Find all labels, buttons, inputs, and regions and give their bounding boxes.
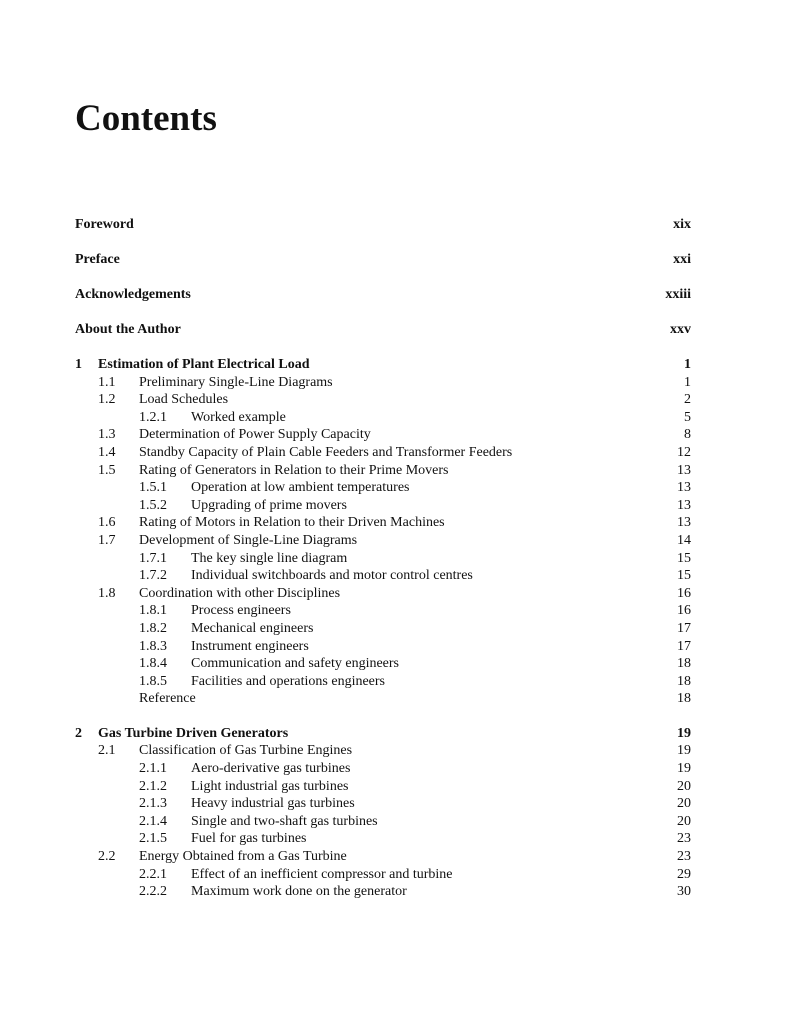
section-number: 1.8 (98, 585, 116, 601)
toc-section[interactable] (75, 426, 691, 444)
subsection-page: 20 (677, 778, 691, 794)
section-number: 2.1 (98, 743, 116, 759)
chapter-number: 2 (75, 725, 82, 741)
toc-subsection[interactable] (75, 479, 691, 497)
toc-subsection[interactable] (75, 409, 691, 427)
subsection-title: Single and two-shaft gas turbines (191, 813, 378, 829)
subsection-title: Process engineers (191, 603, 291, 619)
subsection-title: Communication and safety engineers (191, 656, 399, 672)
toc-subsection[interactable] (75, 620, 691, 638)
toc-subsection[interactable] (75, 760, 691, 778)
section-page: 16 (677, 585, 691, 601)
subsection-title: Aero-derivative gas turbines (191, 761, 351, 777)
toc-section[interactable] (75, 848, 691, 866)
toc-subsection[interactable] (75, 497, 691, 515)
toc-entry-about-the-author[interactable] (75, 321, 691, 356)
subsection-number: 1.5.1 (139, 480, 167, 496)
subsection-title: Mechanical engineers (191, 620, 314, 636)
toc-entry-title: Acknowledgements (75, 287, 191, 302)
toc-subsection[interactable] (75, 830, 691, 848)
section-title: Determination of Power Supply Capacity (139, 427, 371, 443)
section-title: Load Schedules (139, 392, 229, 408)
subsection-page: 29 (677, 866, 691, 882)
subsection-page: 20 (677, 796, 691, 812)
subsection-title: Individual switchboards and motor control centres (191, 568, 473, 584)
reference-title: Reference (139, 691, 196, 707)
subsection-number: 1.8.3 (139, 638, 167, 654)
toc-section[interactable] (75, 444, 691, 462)
subsection-number: 2.1.1 (139, 761, 167, 777)
subsection-page: 16 (677, 603, 691, 619)
section-page: 19 (677, 743, 691, 759)
chapter-spacer (75, 708, 691, 725)
subsection-page: 19 (677, 761, 691, 777)
toc-entry-foreword[interactable] (75, 216, 691, 251)
subsection-title: Heavy industrial gas turbines (191, 796, 355, 812)
section-title: Standby Capacity of Plain Cable Feeders and Transformer Feeders (139, 444, 513, 460)
toc-subsection[interactable] (75, 883, 691, 901)
section-page: 1 (684, 374, 691, 390)
subsection-number: 1.2.1 (139, 409, 167, 425)
section-page: 13 (677, 515, 691, 531)
subsection-title: Fuel for gas turbines (191, 831, 307, 847)
subsection-title: Maximum work done on the generator (191, 884, 407, 900)
chapter-title: Estimation of Plant Electrical Load (98, 357, 310, 372)
toc-reference[interactable] (75, 690, 691, 708)
toc-section[interactable] (75, 462, 691, 480)
subsection-title: Worked example (191, 409, 286, 425)
section-title: Rating of Motors in Relation to their Driven Machines (139, 515, 445, 531)
toc-subsection[interactable] (75, 778, 691, 796)
toc-subsection[interactable] (75, 673, 691, 691)
section-title: Preliminary Single-Line Diagrams (139, 374, 333, 390)
toc-chapter-2[interactable] (75, 725, 691, 743)
toc-subsection[interactable] (75, 550, 691, 568)
toc-subsection[interactable] (75, 638, 691, 656)
subsection-number: 1.8.1 (139, 603, 167, 619)
subsection-number: 1.8.2 (139, 620, 167, 636)
page-title: Contents (75, 98, 217, 139)
toc-section[interactable] (75, 514, 691, 532)
subsection-page: 17 (677, 638, 691, 654)
subsection-number: 2.1.3 (139, 796, 167, 812)
subsection-page: 5 (684, 409, 691, 425)
toc-entry-title: Preface (75, 252, 120, 267)
subsection-number: 2.2.2 (139, 884, 167, 900)
reference-page: 18 (677, 691, 691, 707)
toc-entry-page: xix (673, 217, 691, 232)
toc-section[interactable] (75, 742, 691, 760)
subsection-page: 23 (677, 831, 691, 847)
toc-subsection[interactable] (75, 866, 691, 884)
section-number: 1.3 (98, 427, 116, 443)
section-page: 8 (684, 427, 691, 443)
section-title: Coordination with other Disciplines (139, 585, 341, 601)
subsection-number: 2.1.4 (139, 813, 167, 829)
chapter-page: 1 (684, 357, 691, 372)
section-number: 1.7 (98, 532, 116, 548)
subsection-page: 15 (677, 568, 691, 584)
section-number: 1.6 (98, 515, 116, 531)
toc-subsection[interactable] (75, 795, 691, 813)
section-page: 23 (677, 849, 691, 865)
toc-entry-preface[interactable] (75, 251, 691, 286)
toc-section[interactable] (75, 585, 691, 603)
section-number: 1.1 (98, 374, 116, 390)
section-page: 13 (677, 462, 691, 478)
toc-subsection[interactable] (75, 813, 691, 831)
table-of-contents (75, 216, 691, 901)
subsection-title: Instrument engineers (191, 638, 309, 654)
toc-entry-page: xxiii (665, 287, 691, 302)
subsection-page: 18 (677, 656, 691, 672)
section-number: 2.2 (98, 849, 116, 865)
subsection-title: Light industrial gas turbines (191, 778, 349, 794)
section-title: Rating of Generators in Relation to their Prime Movers (139, 462, 449, 478)
subsection-number: 1.8.5 (139, 673, 167, 689)
subsection-number: 2.1.2 (139, 778, 167, 794)
section-page: 2 (684, 392, 691, 408)
toc-subsection[interactable] (75, 602, 691, 620)
subsection-page: 20 (677, 813, 691, 829)
toc-subsection[interactable] (75, 655, 691, 673)
subsection-title: Effect of an inefficient compressor and turbine (191, 866, 453, 882)
chapter-title: Gas Turbine Driven Generators (98, 725, 289, 741)
chapter-number: 1 (75, 357, 82, 372)
subsection-number: 2.2.1 (139, 866, 167, 882)
toc-entry-title: Foreword (75, 217, 134, 232)
subsection-number: 1.8.4 (139, 656, 167, 672)
chapter-page: 19 (677, 725, 691, 741)
section-number: 1.5 (98, 462, 116, 478)
subsection-page: 17 (677, 620, 691, 636)
subsection-page: 30 (677, 884, 691, 900)
section-title: Classification of Gas Turbine Engines (139, 743, 353, 759)
toc-section[interactable] (75, 391, 691, 409)
subsection-page: 13 (677, 480, 691, 496)
subsection-number: 1.7.2 (139, 568, 167, 584)
subsection-title: Operation at low ambient temperatures (191, 480, 410, 496)
section-title: Development of Single-Line Diagrams (139, 532, 358, 548)
section-number: 1.2 (98, 392, 116, 408)
section-number: 1.4 (98, 444, 116, 460)
section-page: 14 (677, 532, 691, 548)
section-page: 12 (677, 444, 691, 460)
subsection-number: 2.1.5 (139, 831, 167, 847)
subsection-number: 1.7.1 (139, 550, 167, 566)
subsection-page: 13 (677, 497, 691, 513)
subsection-title: Upgrading of prime movers (191, 497, 347, 513)
subsection-title: Facilities and operations engineers (191, 673, 385, 689)
toc-entry-page: xxi (673, 252, 691, 267)
toc-section[interactable] (75, 532, 691, 550)
subsection-page: 15 (677, 550, 691, 566)
toc-subsection[interactable] (75, 567, 691, 585)
subsection-page: 18 (677, 673, 691, 689)
toc-entry-acknowledgements[interactable] (75, 286, 691, 321)
toc-entry-page: xxv (670, 322, 691, 337)
toc-section[interactable] (75, 374, 691, 392)
subsection-number: 1.5.2 (139, 497, 167, 513)
section-title: Energy Obtained from a Gas Turbine (139, 849, 347, 865)
toc-entry-title: About the Author (75, 322, 181, 337)
subsection-title: The key single line diagram (191, 550, 348, 566)
toc-chapter-1[interactable] (75, 356, 691, 374)
